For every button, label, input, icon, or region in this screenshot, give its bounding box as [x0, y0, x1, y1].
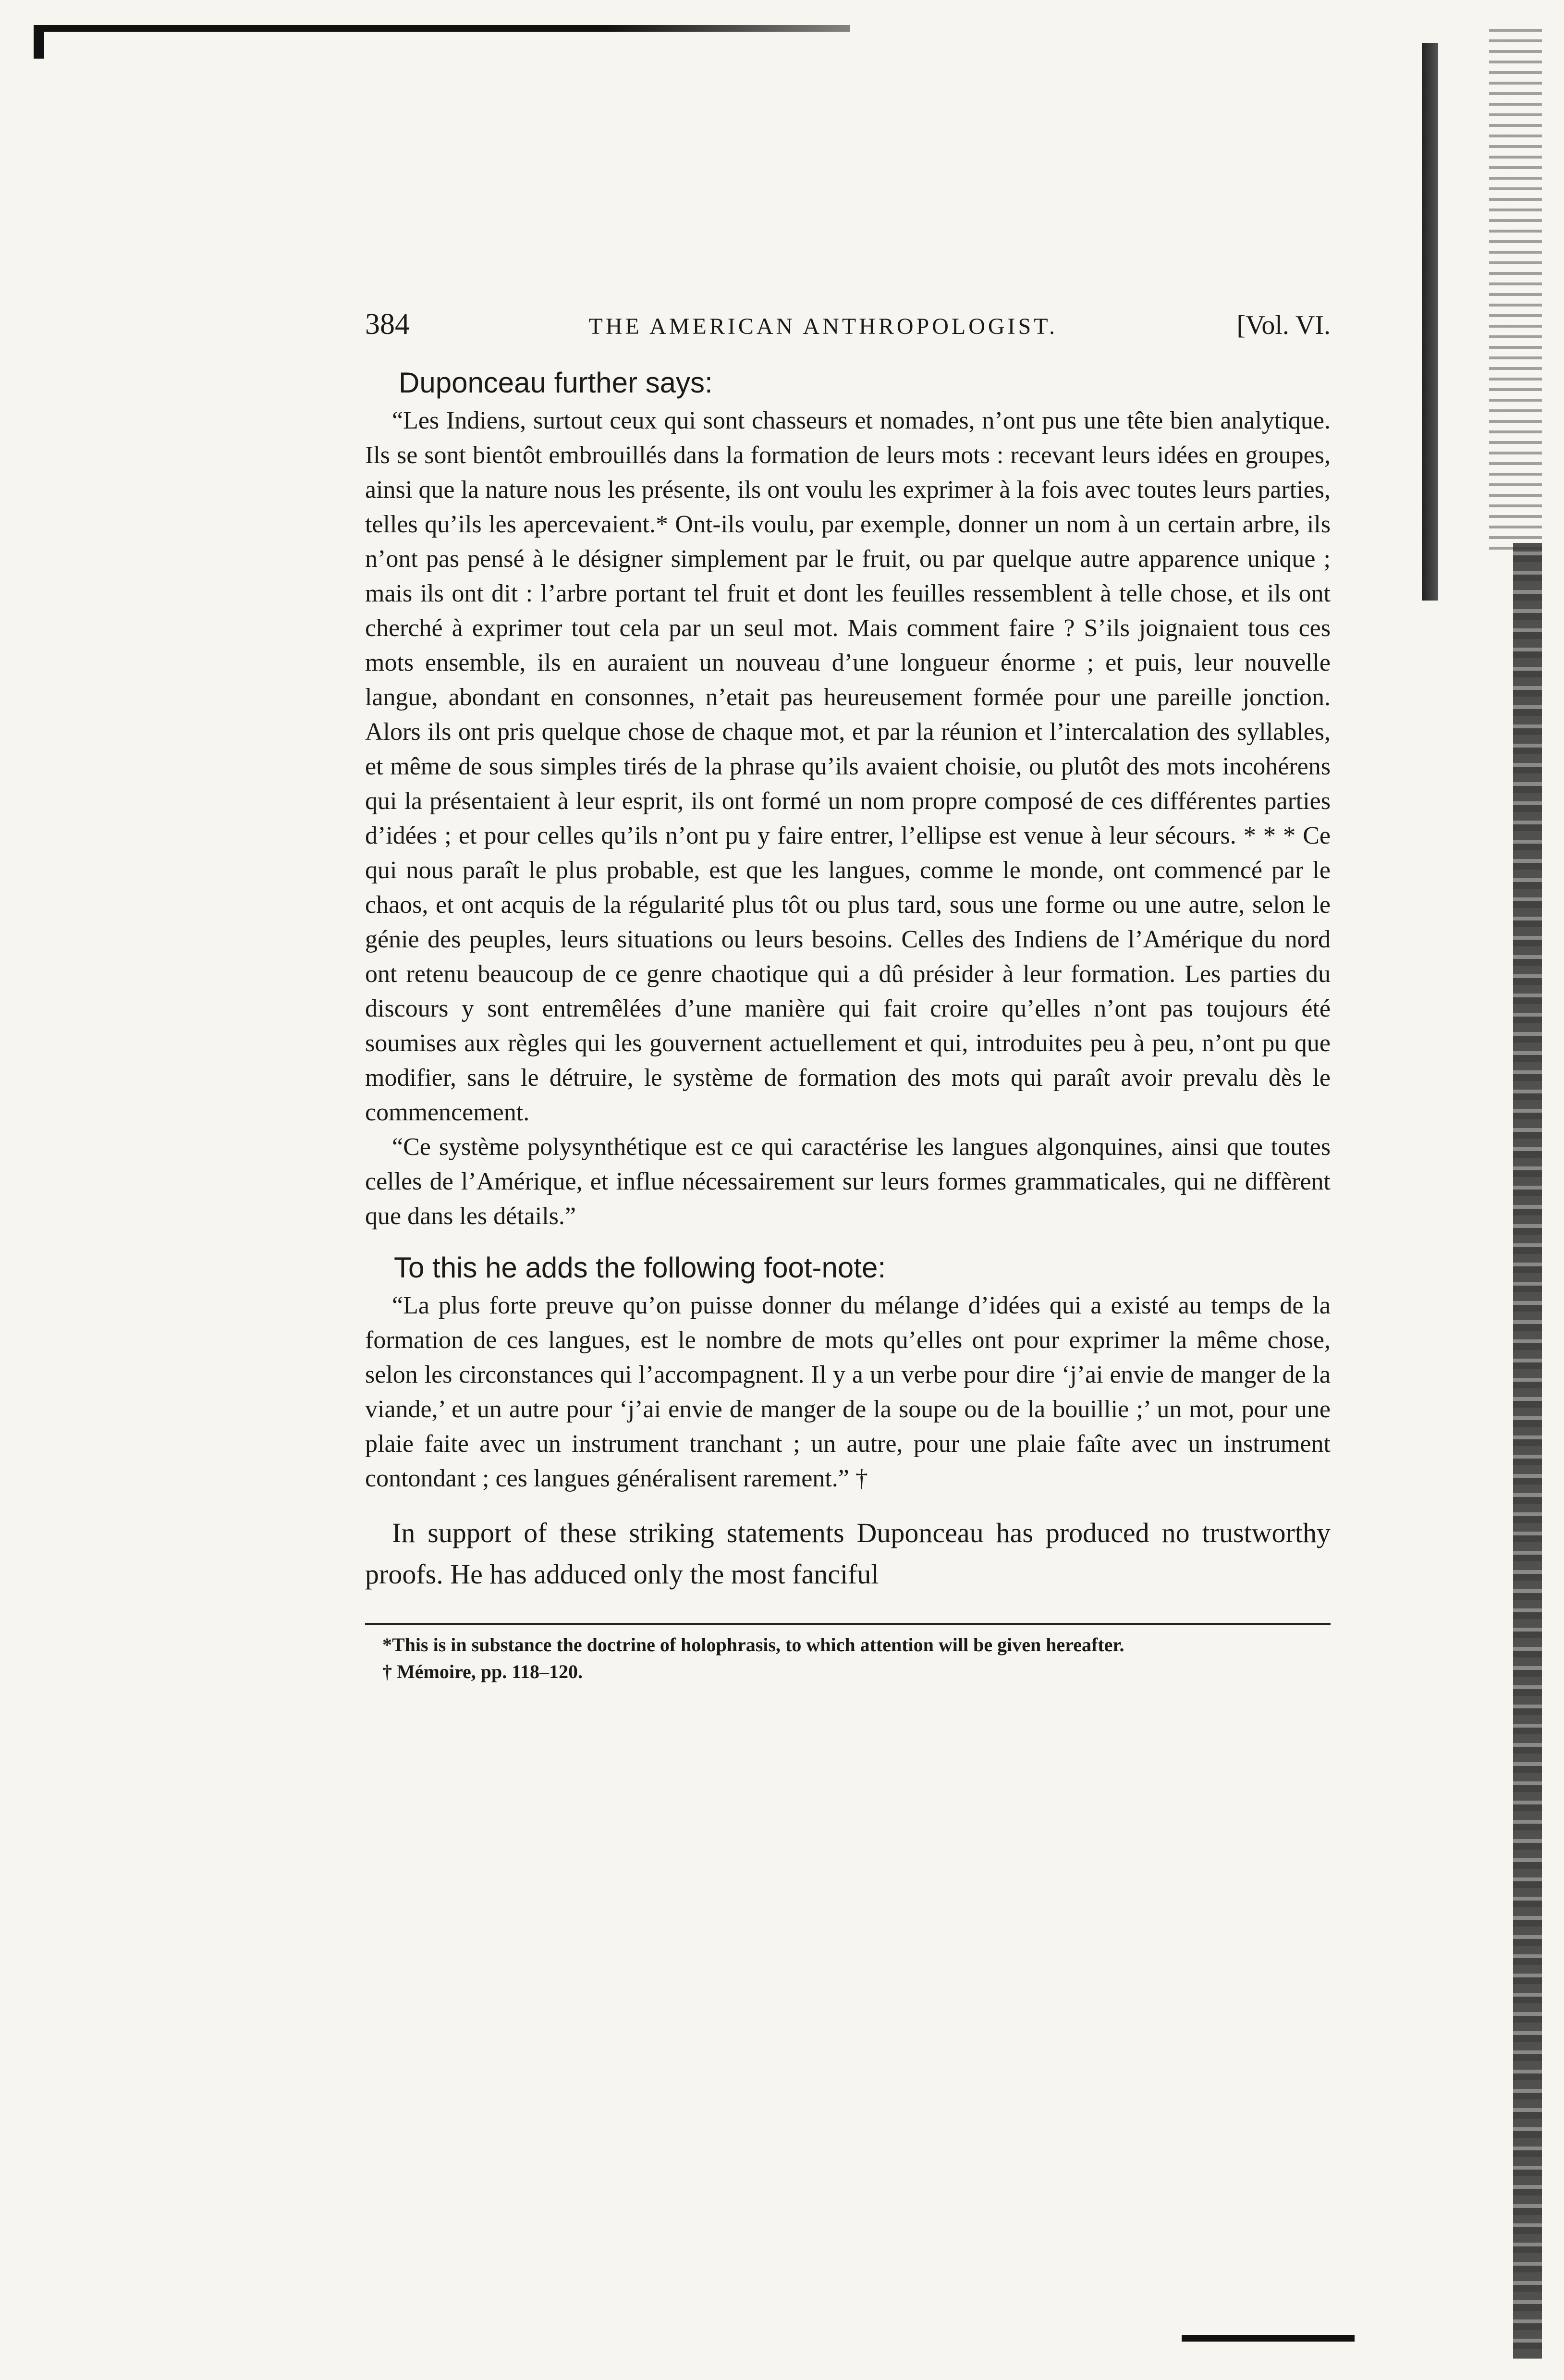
- footnote: † Mémoire, pp. 118–120.: [382, 1661, 583, 1682]
- page-number: 384: [365, 308, 410, 341]
- volume-label: [Vol. VI.: [1236, 310, 1331, 340]
- quote-paragraph: “Ce système polysynthétique est ce qui caractérise les langues algonquines, ainsi que toutes celles de l’Amérique, et influe nécessairement sur leurs formes grammaticales, qui ne diffèrent que dans les détails.”: [365, 1133, 1331, 1230]
- quote-paragraph: “La plus forte preuve qu’on puisse donner du mélange d’idées qui a existé au temps de la formation de ces langues, est le nombre de mots qu’elles ont pour exprimer la même chose, selon les circonstances qui l’accompagnent. Il y a un verbe pour dire ‘j’ai envie de manger de la viande,’ et un autre pour ‘j’ai envie de manger de la soupe ou de la bouillie ;’ un mot, pour une plaie faite avec un instrument tranchant ; un autre, pour une plaie faîte avec un instrument contondant ; ces langues généralisent rarement.” †: [365, 1292, 1331, 1492]
- body-paragraph: In support of these striking statements Duponceau has produced no trustworthy proofs. He has adduced only the most fanciful: [365, 1517, 1331, 1590]
- scan-border-bottom: [1182, 2335, 1355, 2342]
- scan-noise-right: [1489, 29, 1542, 557]
- french-quotation: [365, 404, 1331, 1234]
- journal-title: THE AMERICAN ANTHROPOLOGIST.: [588, 314, 1058, 339]
- footnote: *This is in substance the doctrine of holophrasis, to which attention will be given hereafter.: [382, 1634, 1124, 1656]
- scan-border-corner: [34, 25, 44, 59]
- scan-border-right-upper: [1422, 43, 1438, 601]
- scan-border-right-lower: [1513, 543, 1542, 2359]
- running-head: [365, 307, 1331, 346]
- page-content: [365, 307, 1331, 1685]
- intro-line: Duponceau further says:: [399, 367, 713, 399]
- footnote-intro: To this he adds the following foot-note:: [394, 1251, 886, 1284]
- quote-paragraph: “Les Indiens, surtout ceux qui sont chasseurs et nomades, n’ont pus une tête bien analytique. Ils se sont bientôt embrouillés dans la formation de leurs mots : recevant leurs idées en groupes, ainsi que la nature nous les présente, ils ont voulu les exprimer à la fois avec toutes leurs parties, telles qu’ils les apercevaient.* Ont-ils voulu, par exemple, donner un nom à un certain arbre, ils n’ont pas pensé à le désigner simplement par le fruit, ou par quelque autre apparence unique ; mais ils ont dit : l’arbre portant tel fruit et dont les feuilles ressemblent à telle chose, et ils ont cherché à exprimer tout cela par un seul mot. Mais comment faire ? S’ils joignaient tous ces mots ensemble, ils en auraient un nouveau d’une longueur énorme ; et puis, leur nouvelle langue, abondant en consonnes, n’etait pas heureusement formée pour une pareille jonction. Alors ils ont pris quelque chose de chaque mot, et par la réunion et l’intercalation des syllables, et même de sous simples tirés de la phrase qu’ils avaient choisie, ou plutôt des mots incohérens qui la présentaient à leur esprit, ils ont formé un nom propre composé de ces différentes parties d’idées ; et pour celles qu’ils n’ont pu y faire entrer, l’ellipse est venue à leur sécours. * * * Ce qui nous paraît le plus probable, est que les langues, comme le monde, ont commencé par le chaos, et ont acquis de la régularité plus tôt ou plus tard, sous une forme ou une autre, selon le génie des peuples, leurs situations ou leurs besoins. Celles des Indiens de l’Amérique du nord ont retenu beaucoup de ce genre chaotique qui a dû présider à leur formation. Les parties du discours y sont entremêlées d’une manière qui fait croire qu’elles n’ont pas toujours été soumises aux règles qui les gouvernent actuellement et qui, introduites peu à peu, n’ont pu que modifier, sans le détruire, le système de formation des mots qui paraît avoir prevalu dès le commencement.: [365, 407, 1331, 1126]
- footnote-quotation: [365, 1288, 1331, 1496]
- scan-border-top: [34, 25, 850, 32]
- footnote-rule: [365, 1623, 1331, 1625]
- footnotes: [365, 1632, 1331, 1685]
